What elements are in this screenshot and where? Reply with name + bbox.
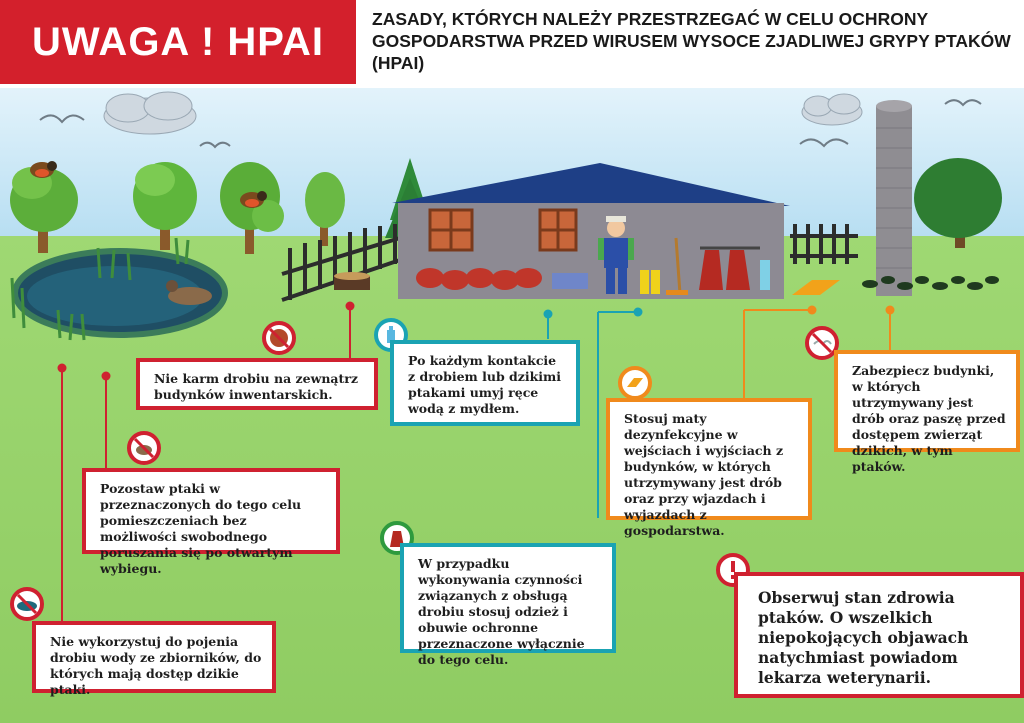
no-feeding-icon: [262, 321, 296, 355]
rule-no-outdoor-feeding: Nie karm drobiu na zewnątrz budynków inwentarskich.: [136, 358, 378, 410]
cloud-icon: [802, 94, 862, 125]
cloud-icon: [104, 92, 196, 134]
warning-badge: UWAGA ! HPAI: [0, 0, 356, 84]
silo: [876, 100, 912, 296]
rule-secure-buildings: Zabezpiecz budynki, w których utrzymywany jest drób oraz paszę przed dostępem zwierząt dzikich, w tym ptaków.: [834, 350, 1020, 452]
mat-icon: [618, 366, 652, 400]
rule-disinfection-mats: Stosuj maty dezynfekcyjne w wejściach i wyjściach z budynków, w których utrzymywany jest drób oraz przy wjazdach i wyjazdach z gospodarstwa.: [606, 398, 812, 520]
egg-tray-icon: [552, 273, 588, 289]
header: [0, 0, 1024, 88]
rule-observe-health: Obserwuj stan zdrowia ptaków. O wszelkich niepokojących objawach natychmiast powiadom lekarza weterynarii.: [734, 572, 1024, 698]
page-title: ZASADY, KTÓRYCH NALEŻY PRZESTRZEGAĆ W CELU OCHRONY GOSPODARSTWA PRZED WIRUSEM WYSOCE ZJADLIWEJ GRYPY PTAKÓW (HPAI): [372, 9, 1011, 73]
hen-icon: [416, 268, 542, 290]
rule-no-pond-water: Nie wykorzystuj do pojenia drobiu wody ze zbiorników, do których mają dostęp dzikie ptaki.: [32, 621, 276, 693]
no-free-range-icon: [127, 431, 161, 465]
feeder-icon: [334, 272, 370, 290]
rule-keep-indoors: Pozostaw ptaki w przeznaczonych do tego celu pomieszczeniach bez możliwości swobodnego poruszania się po otwartym wybiegu.: [82, 468, 340, 554]
rule-wash-hands: Po każdym kontakcie z drobiem lub dzikimi ptakami umyj ręce wodą z mydłem.: [390, 340, 580, 426]
no-pond-water-icon: [10, 587, 44, 621]
rule-protective-clothing: W przypadku wykonywania czynności związanych z obsługą drobiu stosuj odzież i obuwie ochronne przeznaczone wyłącznie do tego celu.: [400, 543, 616, 653]
farm-scene: [0, 88, 1024, 723]
